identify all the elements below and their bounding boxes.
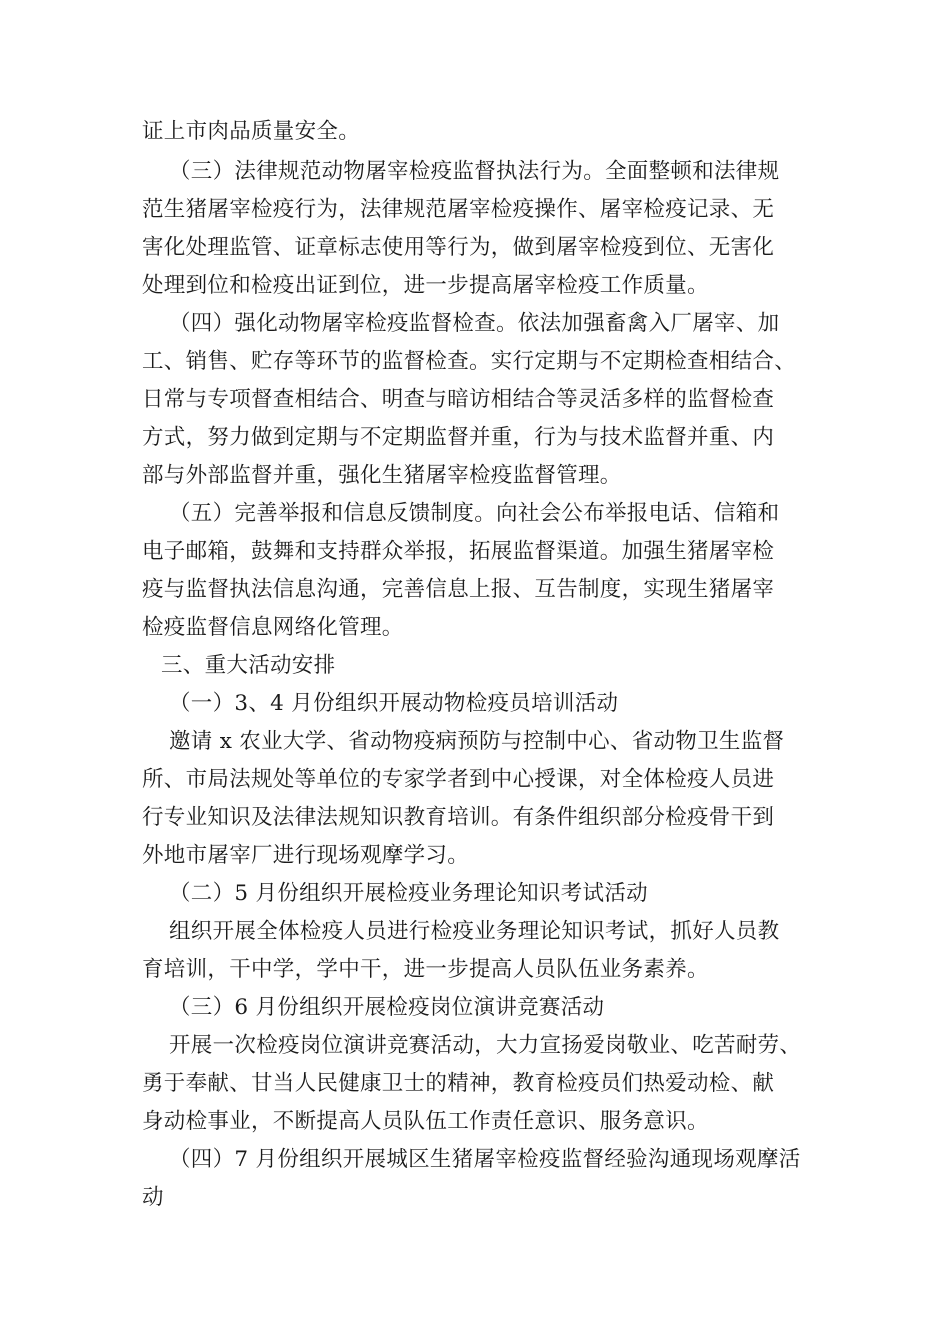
text-line: 工、销售、贮存等环节的监督检查。实行定期与不定期检查相结合、 [142,349,797,374]
text-line: 害化处理监管、证章标志使用等行为，做到屠宰检疫到位、无害化 [142,235,775,260]
text-line: 疫与监督执法信息沟通，完善信息上报、互告制度，实现生猪屠宰 [142,577,775,602]
text-line: 所、市局法规处等单位的专家学者到中心授课，对全体检疫人员进 [142,767,775,792]
text-line: 组织开展全体检疫人员进行检疫业务理论知识考试，抓好人员教 [169,919,780,944]
section-heading: （三）法律规范动物屠宰检疫监督执法行为。全面整顿和法律规 [169,159,780,184]
section-heading: （四）强化动物屠宰检疫监督检查。依法加强畜禽入厂屠宰、加 [169,311,780,336]
activity-heading: （三）6 月份组织开展检疫岗位演讲竞赛活动 [169,995,605,1020]
text-line: 检疫监督信息网络化管理。 [142,615,404,640]
text-line: 外地市屠宰厂进行现场观摩学习。 [142,843,470,868]
text-line: 开展一次检疫岗位演讲竞赛活动，大力宣扬爱岗敬业、吃苦耐劳、 [169,1033,802,1058]
activity-heading: （一）3、4 月份组织开展动物检疫员培训活动 [169,691,619,716]
text-line: 行专业知识及法律法规知识教育培训。有条件组织部分检疫骨干到 [142,805,775,830]
text-line: 勇于奉献、甘当人民健康卫士的精神，教育检疫员们热爱动检、献 [142,1071,775,1096]
text-line: 身动检事业，不断提高人员队伍工作责任意识、服务意识。 [142,1109,709,1134]
text-line: 邀请 x 农业大学、省动物疫病预防与控制中心、省动物卫生监督 [169,729,785,754]
text-line: 部与外部监督并重，强化生猪屠宰检疫监督管理。 [142,463,622,488]
text-line: 方式，努力做到定期与不定期监督并重，行为与技术监督并重、内 [142,425,775,450]
activity-heading: （二）5 月份组织开展检疫业务理论知识考试活动 [169,881,648,906]
text-line: 范生猪屠宰检疫行为，法律规范屠宰检疫操作、屠宰检疫记录、无 [142,197,775,222]
activity-heading: （四）7 月份组织开展城区生猪屠宰检疫监督经验沟通现场观摩活 [169,1147,801,1172]
text-line: 日常与专项督查相结合、明查与暗访相结合等灵活多样的监督检查 [142,387,775,412]
text-line: 证上市肉品质量安全。 [142,119,361,144]
section-heading: （五）完善举报和信息反馈制度。向社会公布举报电话、信箱和 [169,501,780,526]
text-line: 育培训，干中学，学中干，进一步提高人员队伍业务素养。 [142,957,709,982]
text-line: 处理到位和检疫出证到位，进一步提高屠宰检疫工作质量。 [142,273,709,298]
text-line: 电子邮箱，鼓舞和支持群众举报，拓展监督渠道。加强生猪屠宰检 [142,539,775,564]
chapter-heading: 三、重大活动安排 [161,653,336,678]
text-line: 动 [142,1185,164,1210]
